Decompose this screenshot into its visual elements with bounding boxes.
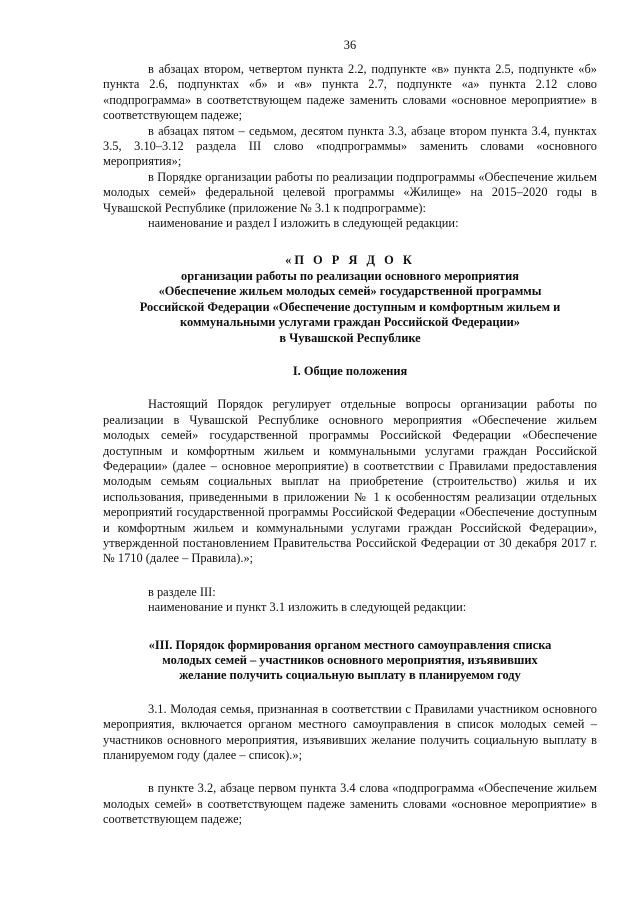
section-1-text: Настоящий Порядок регулирует отдельные вопросы организации работы по реализации в Чувашской Республике основного мероприятия «Обеспечение жильем молодых семей» государственной программы Российской Федерации «Обеспечение доступным и комфортным жильем и коммунальными услугами граждан Российской Федерации» (далее – основное мероприятие) в соответствии с Правилами предоставления молодым семьям социальных выплат на приобретение (строительство) жилья и их использования, приведенными в приложении № 1 к особенностям реализации отдельных мероприятий государственной программы Российской Федерации «Обеспечение доступным и комфортным жильем и коммунальными услугами граждан Российской Федерации», утвержденной постановлением Правительства Российской Федерации от 30 декабря 2017 г. № 1710 (далее – Правила).»;	[103, 397, 597, 566]
spacer	[103, 346, 597, 364]
order-title-line: «Обеспечение жильем молодых семей» государственной программы	[158, 284, 542, 299]
amendment-paragraph: в разделе III:	[148, 584, 216, 599]
page-number: 36	[343, 38, 357, 52]
order-title-line: организации работы по реализации основного мероприятия	[181, 268, 519, 283]
amendment-paragraph: в пункте 3.2, абзаце первом пункта 3.4 слова «подпрограмма «Обеспечение жильем молодых семей» в соответствующем падеже заменить словами «основное мероприятие» в соответствующем падеже;	[103, 781, 597, 827]
section-1-title: I. Общие положения	[292, 363, 408, 378]
amendment-paragraph: наименование и раздел I изложить в следующей редакции:	[148, 216, 459, 231]
order-title-line: в Чувашской Республике	[279, 330, 421, 345]
section-3-title-line: молодых семей – участников основного мероприятия, изъявивших	[162, 653, 538, 667]
section-3-title-line: желание получить социальную выплату в планируемом году	[179, 668, 521, 683]
order-title	[103, 253, 597, 345]
section-3-title-line: «III. Порядок формирования органом местного самоуправления списка	[148, 637, 552, 652]
spacer	[103, 567, 597, 585]
amendment-paragraph: в абзацах пятом – седьмом, десятом пункта 3.3, абзаце втором пункта 3.4, пунктах 3.5, 3.10–3.12 раздела III слово «подпрограммы» заменить словами «основного мероприятия»;	[103, 123, 597, 169]
document-body	[103, 62, 597, 828]
order-title-line: коммунальными услугами граждан Российской Федерации»	[180, 315, 520, 330]
spacer	[103, 763, 597, 781]
order-title-word: «П О Р Я Д О К	[285, 253, 415, 268]
section-3-text: 3.1. Молодая семья, признанная в соответствии с Правилами участником основного мероприятия, включается органом местного самоуправления в список молодых семей – участников основного мероприятия, изъявивших желание получить социальную выплату в планируемом году (далее – список).»;	[103, 701, 597, 763]
spacer	[103, 231, 597, 253]
amendment-paragraph: в абзацах втором, четвертом пункта 2.2, подпункте «в» пункта 2.5, подпункте «б» пункта 2.6, подпунктах «б» и «в» пункта 2.7, подпункте «а» пункта 2.12 слово «подпрограмма» в соответствующем падеже заменить словами «основное мероприятие» в соответствующем падеже;	[103, 62, 597, 123]
amendment-paragraph: в Порядке организации работы по реализации подпрограммы «Обеспечение жильем молодых семей» федеральной целевой программы «Жилище» на 2015–2020 годы в Чувашской Республике (приложение № 3.1 к подпрограмме):	[103, 169, 597, 215]
spacer	[103, 616, 597, 638]
spacer	[103, 684, 597, 702]
section-3-title	[103, 638, 597, 684]
amendment-paragraph: наименование и пункт 3.1 изложить в следующей редакции:	[148, 600, 467, 615]
order-title-line: Российской Федерации «Обеспечение доступным и комфортным жильем и	[139, 299, 561, 314]
spacer	[103, 379, 597, 397]
